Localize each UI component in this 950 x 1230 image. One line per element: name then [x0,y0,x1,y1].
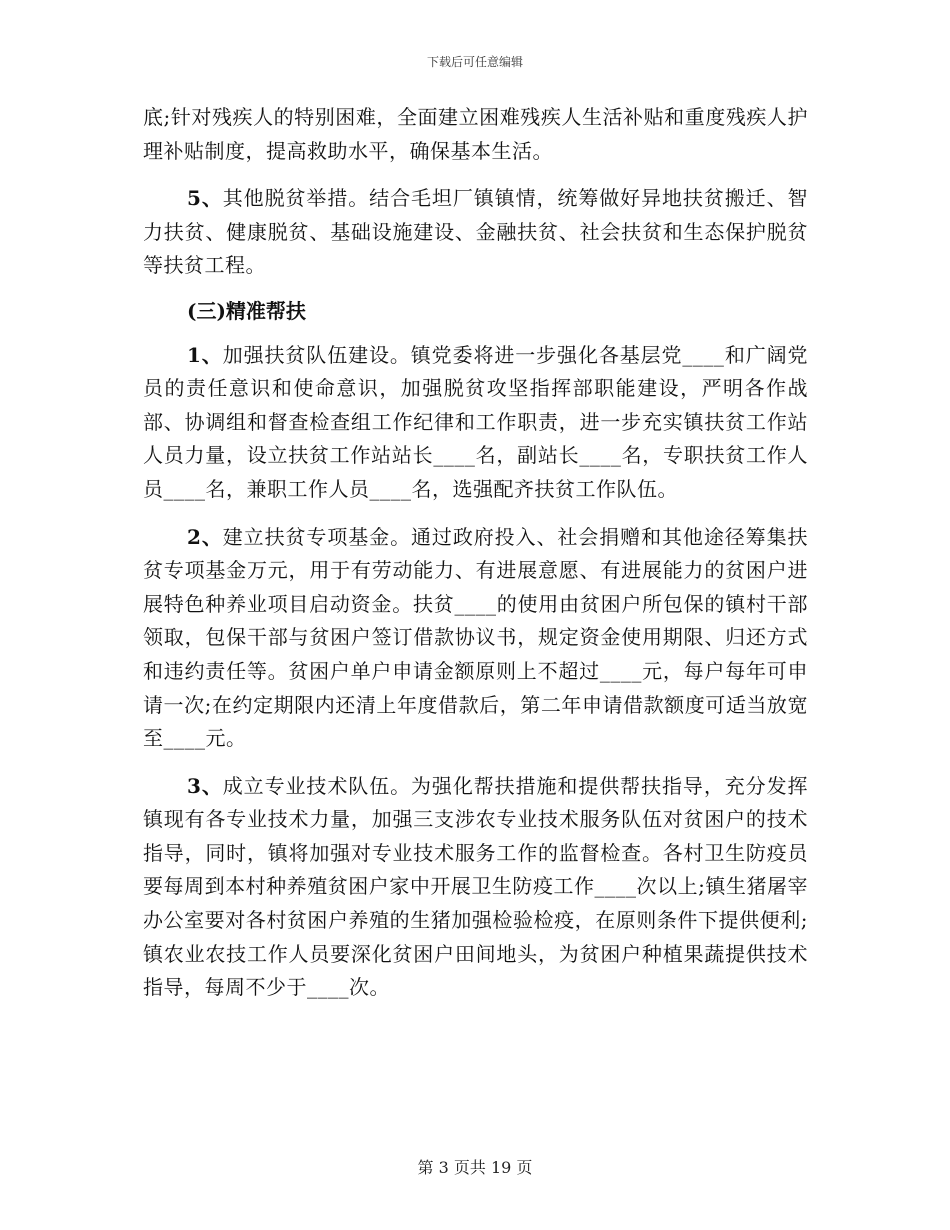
paragraph-text: 底;针对残疾人的特别困难，全面建立困难残疾人生活补贴和重度残疾人护理补贴制度，提高救助水平，确保基本生活。 [143,105,808,163]
page-header: 下载后可任意编辑 [426,55,523,69]
paragraph-item-2 [143,521,808,756]
document-body [143,101,808,1005]
paragraph-text: 加强扶贫队伍建设。镇党委将进一步强化各基层党____和广阔党员的责任意识和使命意识，加强脱贫攻坚指挥部职能建设，严明各作战部、协调组和督查检查组工作纪律和工作职责，进一步充实镇扶贫工作站人员力量，设立扶贫工作站站长____名，副站长____名，专职扶贫工作人员____名，兼职工作人员____名，选强配齐扶贫工作队伍。 [143,342,809,501]
section-heading: (三)精准帮扶 [187,298,306,323]
item-number: 1、 [187,342,223,367]
paragraph-text: 建立扶贫专项基金。通过政府投入、社会捐赠和其他途径筹集扶贫专项基金万元，用于有劳动能力、有进展意愿、有进展能力的贫困户进展特色种养业项目启动资金。扶贫____的使用由贫困户所包保的镇村干部领取，包保干部与贫困户签订借款协议书，规定资金使用期限、归还方式和违约责任等。贫困户单户申请金额原则上不超过____元，每户每年可申请一次;在约定期限内还清上年度借款后，第二年申请借款额度可适当放宽至____元。 [143,524,808,751]
paragraph-item-1 [143,339,808,507]
item-number: 2、 [187,524,223,549]
paragraph-item-3 [143,770,808,1005]
item-number: 5、 [187,186,223,211]
paragraph-continuation [143,101,808,168]
paragraph-text: 成立专业技术队伍。为强化帮扶措施和提供帮扶指导，充分发挥镇现有各专业技术力量，加强三支涉农专业技术服务队伍对贫困户的技术指导，同时，镇将加强对专业技术服务工作的监督检查。各村卫生防疫员要每周到本村种养殖贫困户家中开展卫生防疫工作____次以上;镇生猪屠宰办公室要对各村贫困户养殖的生猪加强检验检疫，在原则条件下提供便利;镇农业农技工作人员要深化贫困户田间地头，为贫困户种植果蔬提供技术指导，每周不少于____次。 [143,773,808,1000]
paragraph-text: 其他脱贫举措。结合毛坦厂镇镇情，统筹做好异地扶贫搬迁、智力扶贫、健康脱贫、基础设施建设、金融扶贫、社会扶贫和生态保护脱贫等扶贫工程。 [143,186,808,278]
item-number: 3、 [187,773,223,798]
paragraph-item-5 [143,182,808,283]
page-footer: 第 3 页共 19 页 [417,1158,533,1177]
